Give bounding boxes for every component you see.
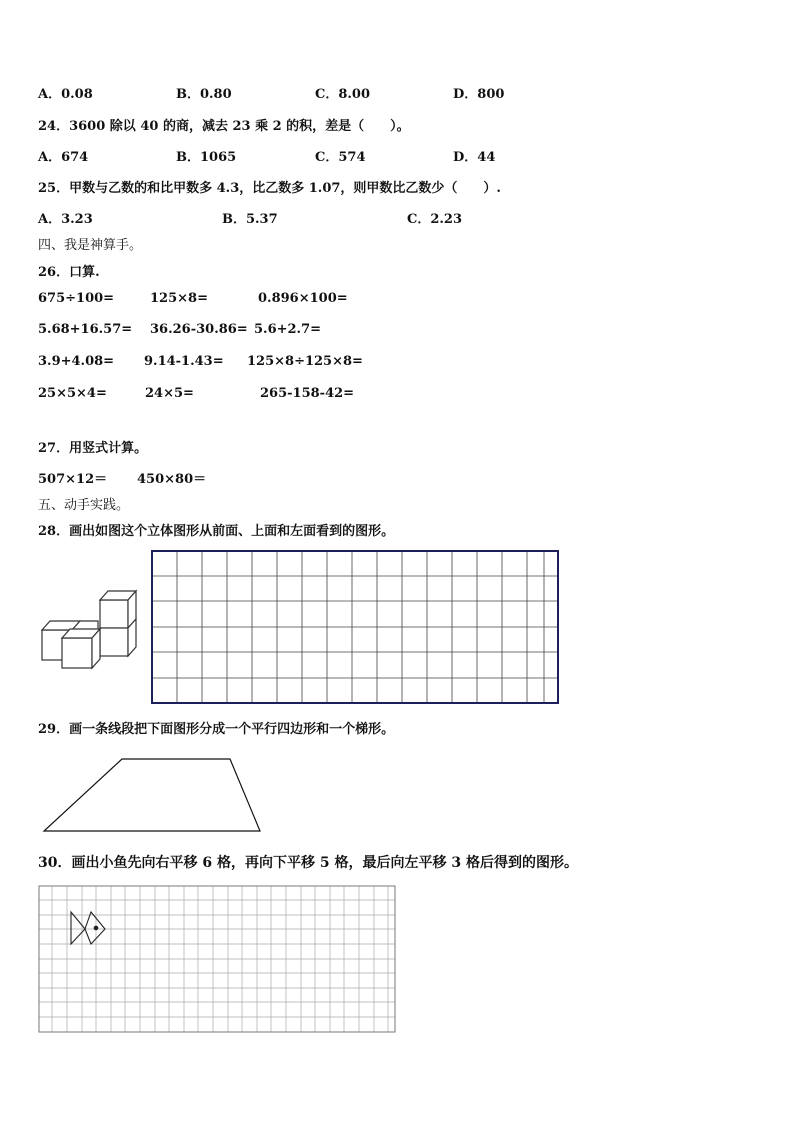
- q26-item: 265-158-42=: [260, 386, 355, 401]
- q26-item: 36.26-30.86=: [150, 322, 248, 337]
- q26-item: 0.896×100=: [258, 291, 348, 306]
- section5-title: 五、动手实践。: [38, 498, 130, 513]
- q26-item: 9.14-1.43=: [144, 354, 224, 369]
- q26-stem: 26．口算.: [38, 265, 100, 280]
- q26-item: 125×8÷125×8=: [247, 354, 363, 369]
- q26-item: 675÷100=: [38, 291, 115, 306]
- trapezoid-figure: [40, 755, 266, 835]
- q23-option-d: D．800: [453, 87, 505, 102]
- q26-item: 25×5×4=: [38, 386, 107, 401]
- q26-item: 3.9+4.08=: [38, 354, 115, 369]
- q25-stem: 25．甲数与乙数的和比甲数多 4.3，比乙数多 1.07，则甲数比乙数少（ ）.: [38, 181, 501, 196]
- q27-stem: 27．用竖式计算。: [38, 441, 148, 456]
- q25-option-a: A．3.23: [38, 212, 93, 227]
- q26-item: 125×8=: [150, 291, 208, 306]
- q27-item: 507×12＝: [38, 472, 108, 487]
- fish-shape: [71, 912, 105, 944]
- q24-option-b: B．1065: [176, 150, 237, 165]
- cube-figure: [38, 588, 142, 672]
- q29-stem: 29．画一条线段把下面图形分成一个平行四边形和一个梯形。: [38, 722, 395, 737]
- q28-grid: [150, 549, 560, 705]
- q28-stem: 28．画出如图这个立体图形从前面、上面和左面看到的图形。: [38, 524, 395, 539]
- q23-option-b: B．0.80: [176, 87, 232, 102]
- q24-option-a: A．674: [38, 150, 89, 165]
- q26-item: 24×5=: [145, 386, 194, 401]
- q30-stem: 30．画出小鱼先向右平移 6 格，再向下平移 5 格，最后向左平移 3 格后得到的图形。: [38, 855, 578, 871]
- section4-title: 四、我是神算手。: [38, 238, 143, 253]
- q24-option-c: C．574: [315, 150, 366, 165]
- q25-option-c: C．2.23: [407, 212, 463, 227]
- q23-option-a: A．0.08: [38, 87, 93, 102]
- q26-item: 5.6+2.7=: [254, 322, 322, 337]
- q26-item: 5.68+16.57=: [38, 322, 133, 337]
- q25-option-b: B．5.37: [222, 212, 278, 227]
- fish-grid: [38, 885, 398, 1035]
- q27-item: 450×80＝: [137, 472, 207, 487]
- q24-stem: 24．3600 除以 40 的商，减去 23 乘 2 的积，差是（ ）。: [38, 119, 410, 134]
- q24-option-d: D．44: [453, 150, 496, 165]
- q23-option-c: C．8.00: [315, 87, 371, 102]
